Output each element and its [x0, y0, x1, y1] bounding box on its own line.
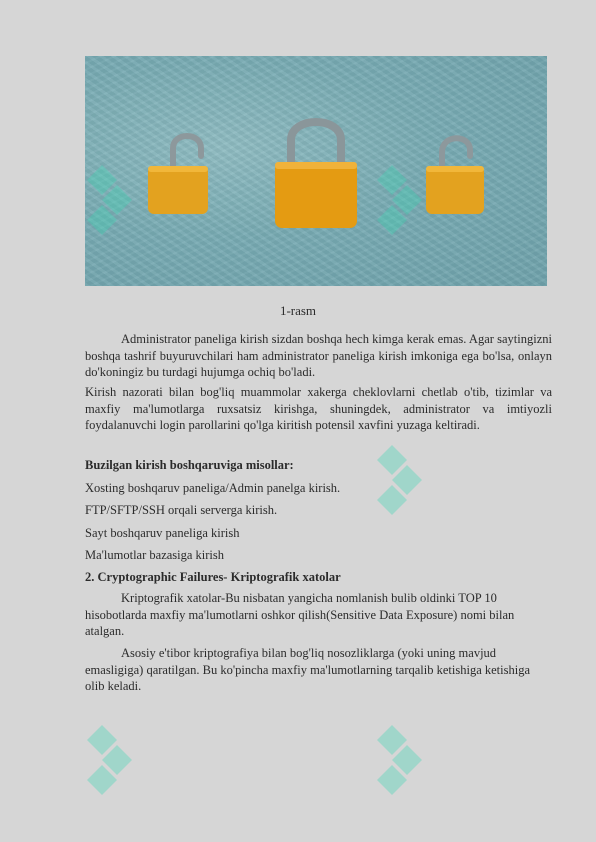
- open-padlock-icon: [145, 126, 215, 221]
- list-item: Ma'lumotlar bazasiga kirish: [85, 548, 225, 562]
- paragraph-crypto-failures: Kriptografik xatolar-Bu nisbatan yangicha nomlanish bulib oldinki TOP 10 hisobotlarda maxfiy ma'lumotlarni oshkor qilish(Sensitive Data Exposure) nomi bilan atalgan.: [85, 591, 515, 638]
- open-padlock-icon: [420, 126, 490, 221]
- list-item: Sayt boshqaruv paneliga kirish: [85, 526, 240, 540]
- list-item: FTP/SFTP/SSH orqali serverga kirish.: [85, 503, 278, 517]
- watermark-logo: [362, 420, 472, 530]
- paragraph-admin-panel: Administrator paneliga kirish sizdan boshqa hech kimga kerak emas. Agar saytingizni boshqa tashrif buyuruvchilari ham administrator paneliga kirish imkoniga ega bo'lsa, onlayn do'koningiz bu turdagi hujumga ochiq bo'ladi.: [85, 332, 552, 379]
- list-item: Xosting boshqaruv paneliga/Admin panelga kirish.: [85, 481, 341, 495]
- padlock-icon: [273, 114, 359, 232]
- paragraph-crypto-focus: Asosiy e'tibor kriptografiya bilan bog'liq nosozliklarga (yoki uning mavjud emasligiga) qaratilgan. Bu ko'pincha maxfiy ma'lumotlarning tarqalib ketishiga ketishiga olib keladi.: [85, 646, 531, 693]
- watermark-logo: [72, 700, 182, 810]
- figure-image: [85, 56, 547, 286]
- figure-caption: 1-rasm: [279, 303, 317, 318]
- section-heading: 2. Cryptographic Failures- Kriptografik xatolar: [85, 570, 341, 584]
- paragraph-access-control: Kirish nazorati bilan bog'liq muammolar xakerga cheklovlarni chetlab o'tib, tizimlar va maxfiy ma'lumotlarga ruxsatsiz kirishga, shuningdek, administrator va imtiyozli foydalanuvchi login parollarini qo'lga kiritish potensil xavfini yuzaga keltiradi.: [85, 385, 552, 432]
- section-heading: Buzilgan kirish boshqaruviga misollar:: [85, 458, 294, 472]
- watermark-logo: [362, 700, 472, 810]
